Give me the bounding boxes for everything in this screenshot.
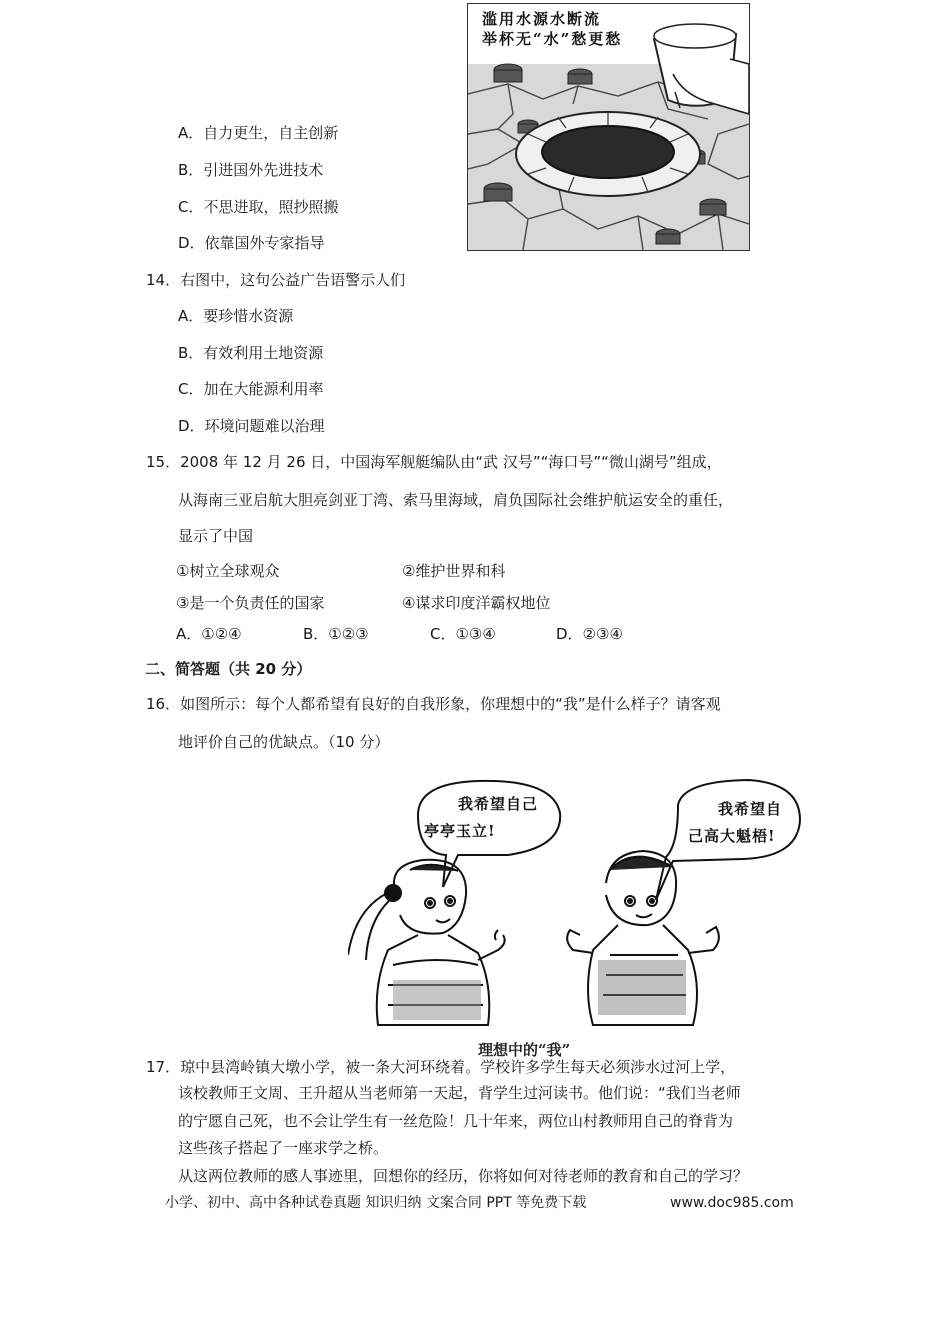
q15-stem-line3: 显示了中国 — [178, 527, 254, 545]
left-bubble-line1: 我希望自己 — [458, 795, 539, 813]
right-bubble-line2: 己高大魁梧! — [688, 827, 776, 845]
q15-item-1: ①树立全球观众 — [176, 562, 280, 580]
q15-option-d: D．②③④ — [556, 625, 623, 643]
q16-line1: 16．如图所示：每个人都希望有良好的自我形象，你理想中的“我”是什么样子？请客观 — [146, 695, 721, 713]
q14-option-a: A．要珍惜水资源 — [178, 307, 294, 325]
q15-option-b: B．①②③ — [303, 625, 369, 643]
poster-caption-line1: 滥用水源水断流 — [482, 10, 602, 28]
q13-option-d: D．依靠国外专家指导 — [178, 234, 325, 252]
q13-option-b: B．引进国外先进技术 — [178, 161, 324, 179]
ideal-self-cartoon — [348, 775, 810, 1065]
footer-url[interactable]: www.doc985.com — [670, 1195, 794, 1211]
section2-title: 二、简答题（共 20 分） — [145, 660, 312, 678]
q14-option-c: C．加在大能源利用率 — [178, 380, 324, 398]
q15-item-4: ④谋求印度洋霸权地位 — [402, 594, 551, 612]
q15-option-a: A．①②④ — [176, 625, 242, 643]
footer-text: 小学、初中、高中各种试卷真题 知识归纳 文案合同 PPT 等免费下载 — [165, 1195, 587, 1211]
water-poster-figure — [467, 3, 750, 251]
left-bubble-line2: 亭亭玉立! — [424, 822, 496, 840]
cartoon-caption: 理想中的“我” — [478, 1041, 571, 1059]
q17-line3: 的宁愿自己死，也不会让学生有一丝危险！几十年来，两位山村教师用自己的脊背为 — [178, 1112, 734, 1130]
right-bubble-line1: 我希望自 — [718, 800, 783, 818]
q14-stem: 14．右图中，这句公益广告语警示人们 — [146, 271, 406, 289]
q15-stem-line1: 15．2008 年 12 月 26 日，中国海军舰艇编队由“武 汉号”“海口号”“微山湖号”组成， — [146, 453, 722, 471]
poster-caption-line2: 举杯无“水”愁更愁 — [482, 30, 623, 48]
q15-item-2: ②维护世界和科 — [402, 562, 506, 580]
q13-option-c: C．不思进取，照抄照搬 — [178, 198, 339, 216]
q14-option-d: D．环境问题难以治理 — [178, 417, 325, 435]
q17-line2: 该校教师王文周、王升超从当老师第一天起，背学生过河读书。他们说：“我们当老师 — [178, 1084, 741, 1102]
q17-line1: 17．琼中县湾岭镇大墩小学，被一条大河环绕着。学校许多学生每天必须涉水过河上学， — [146, 1058, 736, 1076]
q15-option-c: C．①③④ — [430, 625, 496, 643]
q17-line4: 这些孩子搭起了一座求学之桥。 — [178, 1139, 389, 1157]
q16-line2: 地评价自己的优缺点。（10 分） — [178, 733, 390, 751]
q15-stem-line2: 从海南三亚启航大胆亮剑亚丁湾、索马里海域，肩负国际社会维护航运安全的重任， — [178, 491, 734, 509]
q15-item-3: ③是一个负责任的国家 — [176, 594, 325, 612]
q14-option-b: B．有效利用土地资源 — [178, 344, 324, 362]
q13-option-a: A．自力更生，自主创新 — [178, 124, 339, 142]
q17-line5: 从这两位教师的感人事迹里，回想你的经历，你将如何对待老师的教育和自己的学习？ — [178, 1167, 749, 1185]
